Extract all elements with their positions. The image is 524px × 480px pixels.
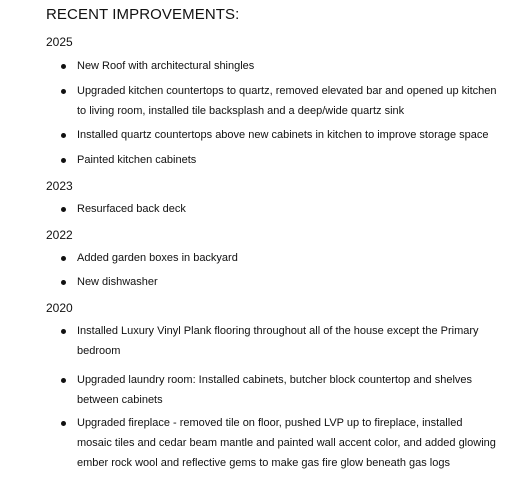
list-item: Upgraded fireplace - removed tile on floor, pushed LVP up to fireplace, installed mosaic tiles and cedar beam mantle and painted wall accent color, and added glowing ember rock wool and reflective gems to make gas fire glow beneath gas logs xyxy=(77,417,496,469)
list-item: Added garden boxes in backyard xyxy=(77,252,238,264)
year-heading-2023: 2023 xyxy=(46,179,73,193)
year-heading-2022: 2022 xyxy=(46,228,73,242)
bullet-icon xyxy=(61,329,66,334)
list-item: Upgraded laundry room: Installed cabinets, butcher block countertop and shelves between cabinets xyxy=(77,374,473,406)
bullet-icon xyxy=(61,89,66,94)
bullet-icon xyxy=(61,158,66,163)
bullet-icon xyxy=(61,64,66,69)
year-heading-2020: 2020 xyxy=(46,301,73,315)
year-heading-2025: 2025 xyxy=(46,35,73,49)
list-item: Installed quartz countertops above new cabinets in kitchen to improve storage space xyxy=(77,129,489,141)
bullet-icon xyxy=(61,280,66,285)
list-item: Installed Luxury Vinyl Plank flooring throughout all of the house except the Primary bedroom xyxy=(77,325,479,357)
bullet-icon xyxy=(61,133,66,138)
list-item: Resurfaced back deck xyxy=(77,203,186,215)
bullet-icon xyxy=(61,207,66,212)
bullet-icon xyxy=(61,378,66,383)
list-item: Upgraded kitchen countertops to quartz, removed elevated bar and opened up kitchen to living room, installed tile backsplash and a deep/wide quartz sink xyxy=(77,85,497,117)
page-title: RECENT IMPROVEMENTS: xyxy=(46,6,240,23)
bullet-icon xyxy=(61,256,66,261)
list-item: New Roof with architectural shingles xyxy=(77,60,255,72)
bullet-icon xyxy=(61,421,66,426)
list-item: Painted kitchen cabinets xyxy=(77,154,197,166)
list-item: New dishwasher xyxy=(77,276,158,288)
